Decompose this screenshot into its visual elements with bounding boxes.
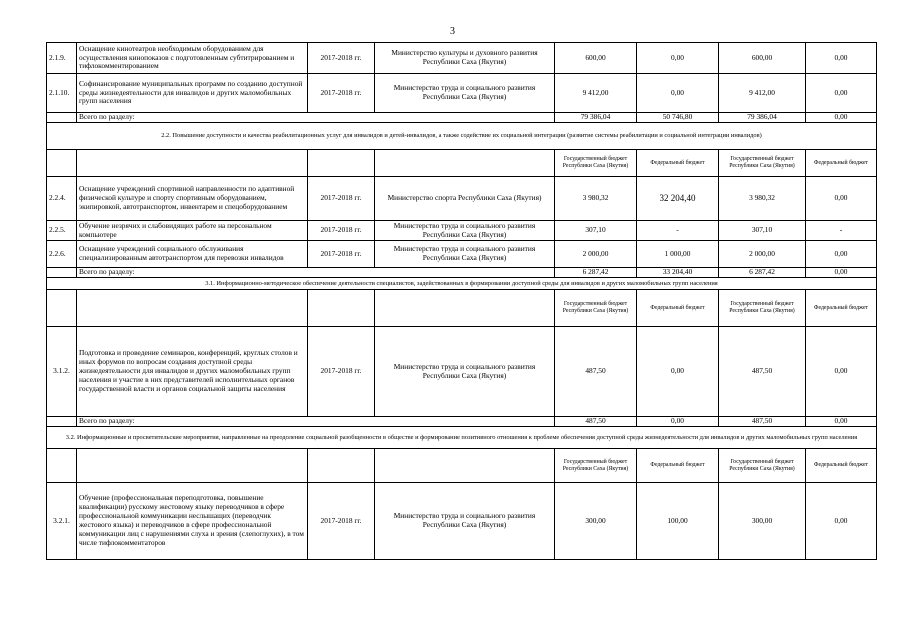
regional-budget-value: 307,10 <box>555 221 637 241</box>
activity-executor: Министерство труда и социального развития Республики Саха (Якутия) <box>375 241 555 268</box>
regional-budget-header: Государственный бюджет Республики Саха (Якутия) <box>719 150 806 177</box>
section-total-row <box>47 417 877 427</box>
section-heading: 3.2. Информационные и просветительские мероприятия, направленные на преодоление социальной разобщенности в обществе и формирование позитивного отношения к проблеме обеспечения доступной среды жизнедеятельности для инвалидов и других маломобильных групп населения <box>47 427 877 449</box>
regional-budget-header: Государственный бюджет Республики Саха (Якутия) <box>719 449 806 483</box>
section-heading-row <box>47 123 877 150</box>
federal-budget-value-2: 0,00 <box>806 74 877 113</box>
table-row <box>47 221 877 241</box>
regional-budget-value-2: 487,50 <box>719 327 806 417</box>
row-number: 3.2.1. <box>47 483 77 560</box>
row-number: 3.1.2. <box>47 327 77 417</box>
section-total-row <box>47 113 877 123</box>
regional-budget-header: Государственный бюджет Республики Саха (Якутия) <box>555 150 637 177</box>
section-heading: 3.1. Информационно-методическое обеспечение деятельности специалистов, задействованных в формировании доступной среды для инвалидов и других маломобильных групп населения <box>47 278 877 290</box>
federal-budget-value-2: 0,00 <box>806 43 877 74</box>
activity-executor: Министерство труда и социального развития Республики Саха (Якутия) <box>375 74 555 113</box>
row-number: 2.2.4. <box>47 177 77 221</box>
federal-budget-header: Федеральный бюджет <box>637 449 719 483</box>
total-value: 0,00 <box>806 417 877 427</box>
activity-name: Обучение незрячих и слабовидящих работе на персональном компьютере <box>77 221 308 241</box>
page-number: 3 <box>450 26 455 37</box>
federal-budget-value: 100,00 <box>637 483 719 560</box>
activity-executor: Министерство труда и социального развития Республики Саха (Якутия) <box>375 483 555 560</box>
regional-budget-value: 2 000,00 <box>555 241 637 268</box>
regional-budget-header: Государственный бюджет Республики Саха (Якутия) <box>719 290 806 327</box>
row-number: 2.2.5. <box>47 221 77 241</box>
activity-period: 2017-2018 гг. <box>308 43 375 74</box>
federal-budget-value: 0,00 <box>637 74 719 113</box>
row-number: 2.2.6. <box>47 241 77 268</box>
table-row <box>47 74 877 113</box>
regional-budget-value: 487,50 <box>555 327 637 417</box>
total-value: 0,00 <box>637 417 719 427</box>
activity-executor: Министерство спорта Республики Саха (Якутия) <box>375 177 555 221</box>
regional-budget-value: 600,00 <box>555 43 637 74</box>
table-row <box>47 241 877 268</box>
federal-budget-value: 1 000,00 <box>637 241 719 268</box>
activity-name: Софинансирование муниципальных программ по созданию доступной среды жизнедеятельности для инвалидов и других маломобильных групп населения <box>77 74 308 113</box>
activity-name: Подготовка и проведение семинаров, конференций, круглых столов и иных форумов по вопросам создания доступной среды жизнедеятельности для инвалидов и других маломобильных групп населения и участие в них представителей исполнительных органов государственной власти и органов социальной защиты населения <box>77 327 308 417</box>
table-row <box>47 327 877 417</box>
table-row <box>47 483 877 560</box>
budget-header-row <box>47 449 877 483</box>
activity-executor: Министерство культуры и духовного развития Республики Саха (Якутия) <box>375 43 555 74</box>
section-heading-row <box>47 427 877 449</box>
total-value: 487,50 <box>555 417 637 427</box>
federal-budget-header: Федеральный бюджет <box>806 449 877 483</box>
federal-budget-value-2: 0,00 <box>806 483 877 560</box>
total-value: 79 386,04 <box>719 113 806 123</box>
table-row <box>47 43 877 74</box>
regional-budget-value-2: 3 980,32 <box>719 177 806 221</box>
regional-budget-value-2: 307,10 <box>719 221 806 241</box>
section-heading-row <box>47 278 877 290</box>
total-value: 6 287,42 <box>555 268 637 278</box>
section-heading: 2.2. Повышение доступности и качества реабилитационных услуг для инвалидов и детей-инвалидов, а также содействие их социальной интеграции (развитие системы реабилитации и социальной интеграции инвалидов) <box>47 123 877 150</box>
federal-budget-header: Федеральный бюджет <box>637 150 719 177</box>
program-activities-table <box>46 42 877 560</box>
row-number: 2.1.9. <box>47 43 77 74</box>
federal-budget-header: Федеральный бюджет <box>806 150 877 177</box>
federal-budget-value: 32 204,40 <box>637 177 719 221</box>
federal-budget-value-2: 0,00 <box>806 241 877 268</box>
total-value: 487,50 <box>719 417 806 427</box>
total-label: Всего по разделу: <box>77 268 555 278</box>
federal-budget-value-2: 0,00 <box>806 327 877 417</box>
activity-name: Обучение (профессиональная переподготовка, повышение квалификации) русскому жестовому языку переводчиков в сфере профессиональной коммуникации неслышащих (переводчик жестового языка) и переводчиков в сфере профессиональной коммуникации лиц с нарушениями слуха и зрения (слепоглухих), в том числе тифлокомментаторов <box>77 483 308 560</box>
regional-budget-header: Государственный бюджет Республики Саха (Якутия) <box>555 449 637 483</box>
regional-budget-value-2: 2 000,00 <box>719 241 806 268</box>
federal-budget-value: - <box>637 221 719 241</box>
activity-period: 2017-2018 гг. <box>308 483 375 560</box>
activity-name: Оснащение кинотеатров необходимым оборудованием для осуществления кинопоказов с подготовленным субтитрированием и тифлокомментированием <box>77 43 308 74</box>
regional-budget-value: 9 412,00 <box>555 74 637 113</box>
regional-budget-value-2: 600,00 <box>719 43 806 74</box>
federal-budget-value-2: 0,00 <box>806 177 877 221</box>
activity-period: 2017-2018 гг. <box>308 241 375 268</box>
activity-period: 2017-2018 гг. <box>308 74 375 113</box>
regional-budget-value-2: 300,00 <box>719 483 806 560</box>
total-value: 0,00 <box>806 113 877 123</box>
activity-executor: Министерство труда и социального развития Республики Саха (Якутия) <box>375 221 555 241</box>
regional-budget-header: Государственный бюджет Республики Саха (Якутия) <box>555 290 637 327</box>
budget-header-row <box>47 290 877 327</box>
federal-budget-value: 0,00 <box>637 327 719 417</box>
total-value: 0,00 <box>806 268 877 278</box>
activity-name: Оснащение учреждений социального обслуживания специализированным автотранспортом для перевозки инвалидов <box>77 241 308 268</box>
activity-name: Оснащение учреждений спортивной направленности по адаптивной физической культуре и спорту спортивным оборудованием, экипировкой, автотранспортом, инвентарем и спецоборудованием <box>77 177 308 221</box>
total-value: 50 746,80 <box>637 113 719 123</box>
activity-period: 2017-2018 гг. <box>308 327 375 417</box>
row-number: 2.1.10. <box>47 74 77 113</box>
federal-budget-value: 0,00 <box>637 43 719 74</box>
activity-executor: Министерство труда и социального развития Республики Саха (Якутия) <box>375 327 555 417</box>
federal-budget-header: Федеральный бюджет <box>637 290 719 327</box>
total-value: 79 386,04 <box>555 113 637 123</box>
total-value: 33 204,40 <box>637 268 719 278</box>
total-value: 6 287,42 <box>719 268 806 278</box>
federal-budget-value-2: - <box>806 221 877 241</box>
activity-period: 2017-2018 гг. <box>308 221 375 241</box>
activity-period: 2017-2018 гг. <box>308 177 375 221</box>
regional-budget-value: 300,00 <box>555 483 637 560</box>
total-label: Всего по разделу: <box>77 113 555 123</box>
total-label: Всего по разделу: <box>77 417 555 427</box>
regional-budget-value-2: 9 412,00 <box>719 74 806 113</box>
budget-header-row <box>47 150 877 177</box>
table-row <box>47 177 877 221</box>
section-total-row <box>47 268 877 278</box>
regional-budget-value: 3 980,32 <box>555 177 637 221</box>
federal-budget-header: Федеральный бюджет <box>806 290 877 327</box>
